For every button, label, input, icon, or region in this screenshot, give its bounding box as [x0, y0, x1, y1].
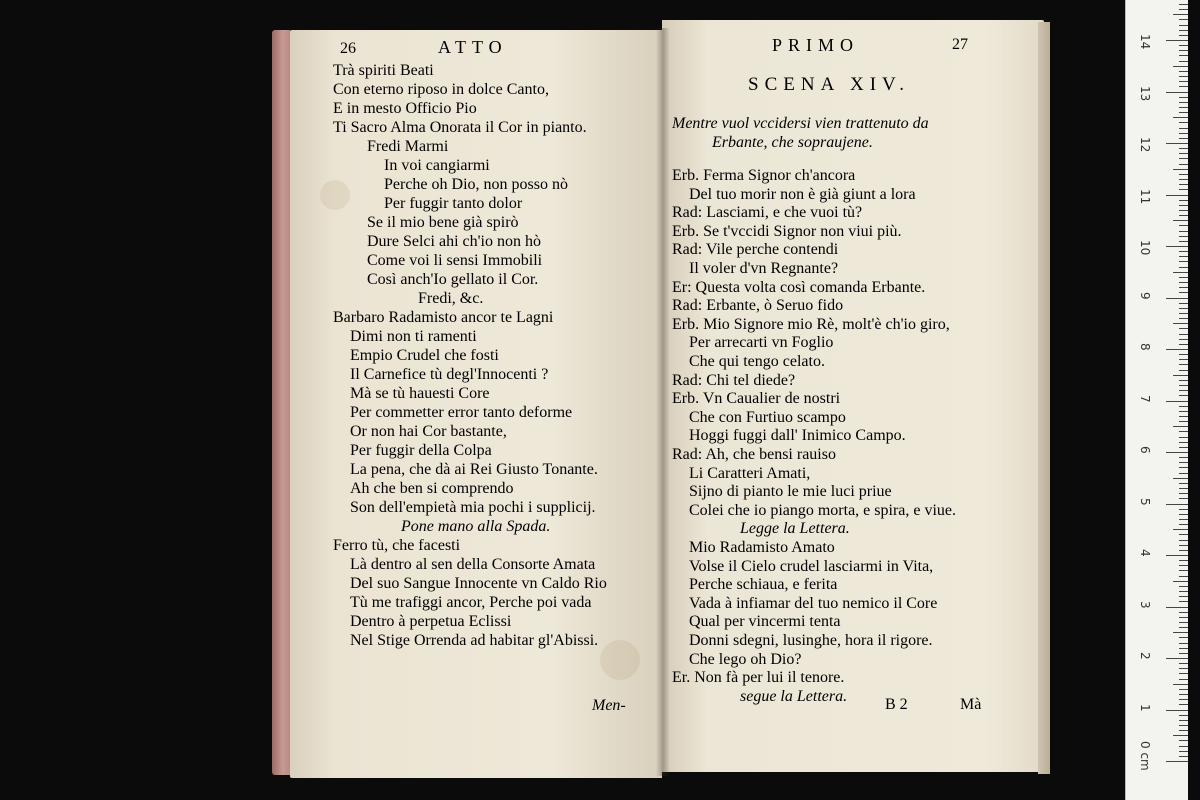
ruler-tick	[1179, 205, 1188, 206]
ruler-tick	[1179, 637, 1188, 638]
stage-direction-line: Pone mano alla Spada.	[401, 518, 551, 535]
ruler-tick	[1166, 555, 1188, 556]
ruler-tick	[1179, 287, 1188, 288]
ruler-label: 10	[1138, 240, 1152, 256]
ruler-label: 11	[1138, 188, 1152, 204]
verse-line: Trà spiriti Beati	[333, 62, 434, 79]
ruler-tick	[1179, 133, 1188, 134]
ruler-tick	[1173, 684, 1188, 685]
verse-line: Erb. Ferma Signor ch'ancora	[672, 167, 856, 184]
ruler-tick	[1179, 622, 1188, 623]
ruler-tick	[1173, 735, 1188, 736]
ruler-tick	[1179, 467, 1188, 468]
paper-stain	[600, 640, 640, 680]
ruler-tick	[1179, 596, 1188, 597]
verse-line: Nel Stige Orrenda ad habitar gl'Abissi.	[350, 632, 599, 649]
ruler-tick	[1179, 668, 1188, 669]
ruler-tick	[1179, 354, 1188, 355]
verse-line: Qual per vincermi tenta	[689, 613, 841, 631]
ruler-tick	[1179, 689, 1188, 690]
verse-line: Mio Radamisto Amato	[689, 539, 835, 556]
verse-line: Rad: Lasciami, e che vuoi tù?	[672, 204, 863, 222]
ruler-tick	[1179, 540, 1188, 541]
ruler-tick	[1166, 40, 1188, 41]
ruler-tick	[1179, 442, 1188, 443]
ruler-label: 13	[1138, 85, 1152, 101]
ruler-tick	[1179, 107, 1188, 108]
verse-line: Fredi Marmi	[367, 138, 449, 155]
verse-line: Rad: Ah, che bensi rauiso	[672, 446, 836, 463]
ruler-tick	[1179, 462, 1188, 463]
ruler-tick	[1179, 359, 1188, 360]
ruler-tick	[1179, 76, 1188, 77]
ruler-tick	[1179, 4, 1188, 5]
verse-line: Rad: Vile perche contendi	[672, 241, 839, 259]
ruler-tick	[1166, 298, 1188, 299]
verse-line: Per fuggir tanto dolor	[384, 195, 523, 212]
ruler-tick	[1179, 627, 1188, 628]
ruler-tick	[1173, 581, 1188, 582]
verse-line: Dentro à perpetua Eclissi	[350, 613, 512, 630]
ruler-tick	[1179, 648, 1188, 649]
ruler-tick	[1179, 313, 1188, 314]
ruler-tick	[1173, 117, 1188, 118]
book-gutter	[656, 28, 670, 776]
ruler-tick	[1179, 55, 1188, 56]
ruler-tick	[1179, 236, 1188, 237]
stage-direction-line: Erbante, che sopraujene.	[712, 134, 873, 151]
book-cover-edge	[272, 30, 290, 775]
verse-line: Rad: Erbante, ò Seruo fido	[672, 297, 844, 315]
ruler-tick	[1179, 509, 1188, 510]
ruler-tick	[1173, 632, 1188, 633]
ruler-tick	[1179, 576, 1188, 577]
verse-line: Il voler d'vn Regnante?	[689, 260, 839, 277]
ruler-tick	[1179, 81, 1188, 82]
ruler-tick	[1179, 457, 1188, 458]
ruler-tick	[1179, 570, 1188, 571]
ruler-label: 9	[1138, 291, 1152, 300]
ruler-tick	[1173, 220, 1188, 221]
ruler-tick	[1179, 370, 1188, 371]
ruler-tick	[1166, 761, 1188, 762]
verse-line: Perche schiaua, e ferita	[689, 576, 838, 594]
ruler-tick	[1179, 411, 1188, 412]
ruler-tick	[1179, 421, 1188, 422]
stage-direction-line: segue la Lettera.	[740, 687, 848, 705]
ruler-tick	[1179, 19, 1188, 20]
page-block-edge	[1038, 22, 1050, 774]
ruler-label: 7	[1138, 394, 1152, 403]
stage-direction-line: Legge la Lettera.	[740, 520, 850, 538]
verse-line: Sijno di pianto le mie luci priue	[689, 483, 892, 501]
verse-line: La pena, che dà ai Rei Giusto Tonante.	[350, 461, 598, 478]
ruler-tick	[1179, 256, 1188, 257]
ruler-tick	[1179, 179, 1188, 180]
ruler-tick	[1179, 756, 1188, 757]
verse-line: Mà se tù hauesti Core	[350, 385, 490, 402]
ruler-tick	[1179, 740, 1188, 741]
left-running-head: ATTO	[438, 37, 508, 57]
ruler-tick	[1179, 560, 1188, 561]
ruler-tick	[1179, 519, 1188, 520]
ruler-label: 5	[1138, 497, 1152, 506]
verse-line: Or non hai Cor bastante,	[350, 423, 507, 440]
ruler-tick	[1179, 380, 1188, 381]
ruler-tick	[1173, 478, 1188, 479]
ruler-tick	[1179, 261, 1188, 262]
verse-line: Li Caratteri Amati,	[689, 464, 811, 482]
ruler-tick	[1179, 498, 1188, 499]
ruler-tick	[1179, 694, 1188, 695]
ruler-tick	[1166, 195, 1188, 196]
scene-title: SCENA XIV.	[748, 74, 911, 95]
ruler-tick	[1179, 148, 1188, 149]
ruler-tick	[1179, 251, 1188, 252]
verse-line: Ti Sacro Alma Onorata il Cor in pianto.	[333, 119, 587, 136]
ruler-tick	[1179, 364, 1188, 365]
ruler-tick	[1179, 189, 1188, 190]
verse-line: Rad: Chi tel diede?	[672, 371, 796, 389]
ruler-tick	[1179, 71, 1188, 72]
right-page-number: 27	[952, 36, 968, 53]
ruler-tick	[1179, 25, 1188, 26]
ruler-tick	[1179, 35, 1188, 36]
ruler-tick	[1179, 282, 1188, 283]
verse-line: Volse il Cielo crudel lasciarmi in Vita,	[689, 557, 934, 575]
ruler-tick	[1179, 86, 1188, 87]
verse-line: Tù me trafiggi ancor, Perche poi vada	[350, 594, 592, 611]
ruler-tick	[1179, 385, 1188, 386]
verse-line: Er: Questa volta così comanda Erbante.	[672, 278, 926, 296]
ruler-tick	[1166, 92, 1188, 93]
ruler-label: 2	[1138, 652, 1152, 660]
verse-line: Ferro tù, che facesti	[333, 537, 461, 554]
verse-line: Donni sdegni, lusinghe, hora il rigore.	[689, 632, 933, 649]
ruler-tick	[1179, 617, 1188, 618]
stage-direction-line: Mentre vuol vccidersi vien trattenuto da	[672, 115, 929, 132]
ruler-tick	[1179, 447, 1188, 448]
verse-line: Ah che ben si comprendo	[350, 480, 514, 497]
ruler-tick	[1179, 643, 1188, 644]
ruler-label: 1	[1138, 703, 1152, 712]
ruler-tick	[1179, 328, 1188, 329]
ruler-tick	[1179, 746, 1188, 747]
ruler-tick	[1179, 153, 1188, 154]
ruler-tick	[1179, 545, 1188, 546]
ruler-tick	[1179, 174, 1188, 175]
ruler-tick	[1179, 102, 1188, 103]
ruler-label: 3	[1138, 600, 1152, 609]
right-catchword: Mà	[960, 696, 982, 713]
ruler-tick	[1179, 30, 1188, 31]
ruler-tick	[1179, 9, 1188, 10]
ruler-label: 4	[1138, 549, 1152, 557]
ruler-tick	[1179, 308, 1188, 309]
ruler-tick	[1179, 699, 1188, 700]
ruler-tick	[1179, 231, 1188, 232]
verse-line: Perche oh Dio, non posso nò	[384, 176, 568, 193]
ruler-tick	[1166, 607, 1188, 608]
ruler-tick	[1179, 431, 1188, 432]
verse-line: Del tuo morir non è già giunt a lora	[689, 185, 916, 203]
ruler-tick	[1179, 437, 1188, 438]
ruler-tick	[1173, 272, 1188, 273]
ruler-tick	[1179, 550, 1188, 551]
ruler-tick	[1179, 488, 1188, 489]
ruler-tick	[1166, 710, 1188, 711]
ruler-tick	[1179, 586, 1188, 587]
ruler-tick	[1179, 164, 1188, 165]
verse-line: Dure Selci ahi ch'io non hò	[367, 233, 541, 250]
verse-line: Per fuggir della Colpa	[350, 442, 492, 459]
verse-line: Come voi li sensi Immobili	[367, 252, 543, 269]
ruler-tick	[1166, 504, 1188, 505]
ruler-tick	[1179, 200, 1188, 201]
ruler-tick	[1179, 673, 1188, 674]
ruler-tick	[1166, 349, 1188, 350]
verse-line: Fredi, &c.	[418, 290, 484, 307]
ruler-tick	[1166, 143, 1188, 144]
ruler-tick	[1179, 406, 1188, 407]
ruler-label: 8	[1138, 343, 1152, 351]
ruler-tick	[1166, 401, 1188, 402]
verse-line: Vada à infiamar del tuo nemico il Core	[689, 594, 938, 612]
verse-line: Hoggi fuggi dall' Inimico Campo.	[689, 427, 906, 445]
ruler-tick	[1173, 169, 1188, 170]
ruler-tick	[1179, 45, 1188, 46]
verse-line: E in mesto Officio Pio	[333, 100, 477, 117]
ruler-tick	[1179, 215, 1188, 216]
verse-line: Con eterno riposo in dolce Canto,	[333, 81, 549, 98]
verse-line: Che con Furtiuo scampo	[689, 408, 846, 426]
ruler-tick	[1179, 128, 1188, 129]
verse-line: Erb. Se t'vccidi Signor non viui più.	[672, 222, 902, 240]
ruler-label: 14	[1138, 34, 1152, 50]
ruler-tick	[1179, 184, 1188, 185]
ruler-tick	[1179, 158, 1188, 159]
ruler-tick	[1179, 663, 1188, 664]
ruler-tick	[1179, 473, 1188, 474]
ruler-tick	[1173, 14, 1188, 15]
ruler-tick	[1179, 601, 1188, 602]
ruler-tick	[1179, 225, 1188, 226]
ruler-tick	[1179, 112, 1188, 113]
ruler-tick	[1166, 658, 1188, 659]
verse-line: Se il mio bene già spirò	[367, 214, 519, 231]
right-running-head: PRIMO	[772, 35, 860, 55]
ruler-tick	[1179, 514, 1188, 515]
measuring-ruler	[1125, 0, 1188, 800]
ruler-tick	[1179, 725, 1188, 726]
verse-line: Il Carnefice tù degl'Innocenti ?	[350, 366, 549, 383]
left-page-number: 26	[340, 40, 356, 57]
verse-line: Erb. Mio Signore mio Rè, molt'è ch'io giro,	[672, 315, 950, 333]
ruler-tick	[1173, 323, 1188, 324]
verse-line: Del suo Sangue Innocente vn Caldo Rio	[350, 575, 607, 592]
ruler-unit-label: 0 cm	[1138, 741, 1152, 771]
ruler-tick	[1173, 66, 1188, 67]
verse-line: Empio Crudel che fosti	[350, 347, 499, 364]
verse-line: Barbaro Radamisto ancor te Lagni	[333, 309, 554, 326]
ruler-tick	[1179, 591, 1188, 592]
verse-line: Er. Non fà per lui il tenore.	[672, 669, 845, 687]
verse-line: Dimi non ti ramenti	[350, 328, 477, 345]
ruler-tick	[1179, 318, 1188, 319]
verse-line: Che qui tengo celato.	[689, 353, 825, 370]
ruler-tick	[1179, 704, 1188, 705]
left-catchword: Men-	[592, 697, 626, 714]
ruler-label: 12	[1138, 137, 1152, 153]
ruler-tick	[1179, 334, 1188, 335]
ruler-label: 6	[1138, 446, 1152, 454]
paper-stain	[320, 180, 350, 210]
signature-mark: B 2	[885, 696, 908, 713]
verse-line: Erb. Vn Caualier de nostri	[672, 390, 841, 408]
ruler-tick	[1173, 426, 1188, 427]
ruler-tick	[1179, 292, 1188, 293]
verse-line: Per commetter error tanto deforme	[350, 404, 573, 421]
verse-line: Che lego oh Dio?	[689, 650, 802, 668]
ruler-tick	[1179, 416, 1188, 417]
ruler-tick	[1166, 452, 1188, 453]
ruler-tick	[1179, 395, 1188, 396]
ruler-tick	[1179, 210, 1188, 211]
verse-line: Son dell'empietà mia pochi i supplicij.	[350, 499, 596, 516]
verse-line: Così anch'Io gellato il Cor.	[367, 271, 539, 288]
ruler-tick	[1179, 715, 1188, 716]
ruler-tick	[1179, 97, 1188, 98]
ruler-tick	[1179, 679, 1188, 680]
ruler-tick	[1179, 720, 1188, 721]
ruler-tick	[1179, 390, 1188, 391]
ruler-tick	[1179, 339, 1188, 340]
ruler-tick	[1179, 653, 1188, 654]
ruler-tick	[1173, 529, 1188, 530]
ruler-tick	[1179, 730, 1188, 731]
ruler-tick	[1179, 138, 1188, 139]
ruler-tick	[1179, 267, 1188, 268]
ruler-tick	[1179, 277, 1188, 278]
ruler-tick	[1166, 246, 1188, 247]
verse-line: Per arrecarti vn Foglio	[689, 334, 834, 352]
ruler-tick	[1179, 303, 1188, 304]
verse-line: In voi cangiarmi	[384, 157, 490, 174]
ruler-tick	[1179, 534, 1188, 535]
ruler-tick	[1173, 375, 1188, 376]
ruler-tick	[1179, 751, 1188, 752]
ruler-tick	[1179, 61, 1188, 62]
ruler-tick	[1179, 483, 1188, 484]
verse-line: Là dentro al sen della Consorte Amata	[350, 556, 596, 573]
ruler-tick	[1179, 241, 1188, 242]
ruler-tick	[1179, 612, 1188, 613]
ruler-tick	[1179, 565, 1188, 566]
verse-line: Colei che io piango morta, e spira, e viue.	[689, 501, 957, 519]
ruler-tick	[1179, 524, 1188, 525]
ruler-tick	[1179, 50, 1188, 51]
ruler-tick	[1179, 493, 1188, 494]
ruler-tick	[1179, 344, 1188, 345]
ruler-tick	[1179, 122, 1188, 123]
